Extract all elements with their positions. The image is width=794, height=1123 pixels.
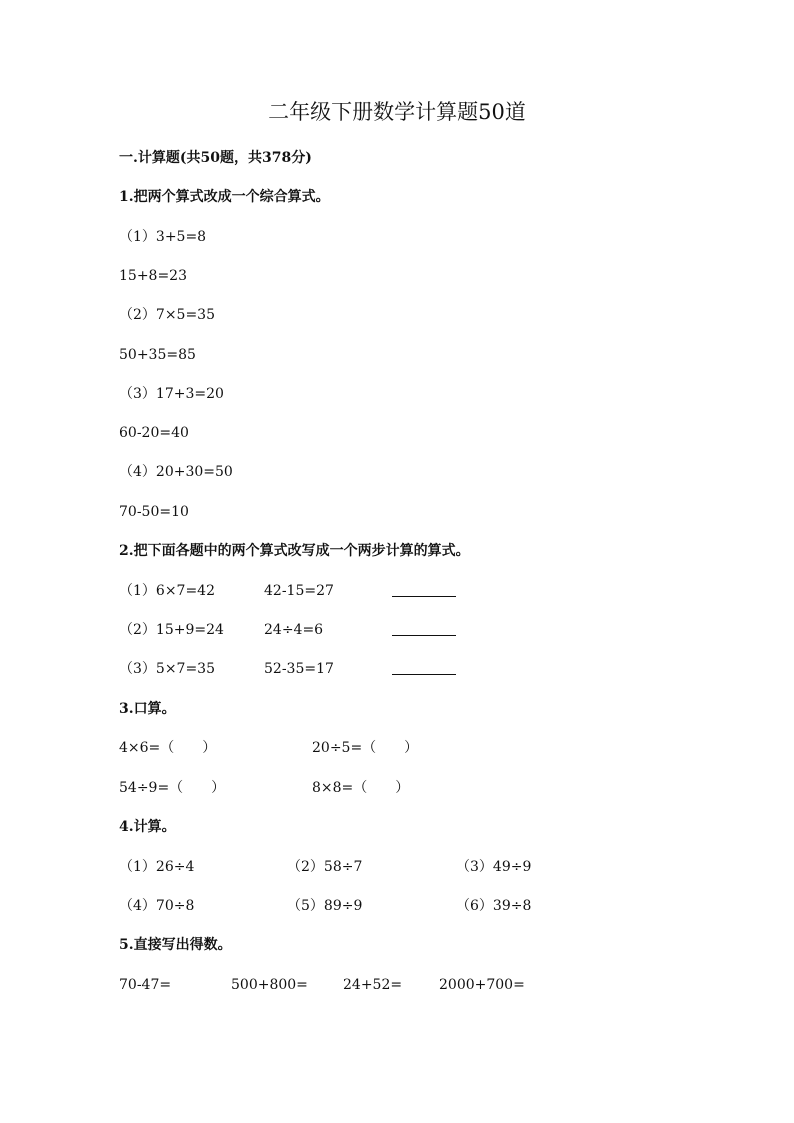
- q2-answer-blank[interactable]: [392, 662, 456, 680]
- q2-expr-b: 24÷4=6: [264, 622, 324, 638]
- q2-expr-a: （2）15+9=24: [119, 622, 224, 638]
- q4-item: （3）49÷9: [456, 859, 532, 875]
- q5-item: 500+800=: [231, 977, 308, 993]
- q1-line: 15+8=23: [119, 268, 187, 284]
- q3-heading: 3.口算。: [119, 701, 176, 717]
- q5-item: 2000+700=: [439, 977, 525, 993]
- q1-heading: 1.把两个算式改成一个综合算式。: [119, 189, 330, 205]
- q1-line: （2）7×5=35: [119, 307, 215, 323]
- q1-line: 60-20=40: [119, 425, 189, 441]
- q4-item: （6）39÷8: [456, 898, 532, 914]
- q2-expr-a: （3）5×7=35: [119, 661, 215, 677]
- q5-item: 70-47=: [119, 977, 172, 993]
- q2-answer-blank[interactable]: [392, 584, 456, 602]
- q4-item: （1）26÷4: [119, 859, 195, 875]
- q5-heading: 5.直接写出得数。: [119, 937, 232, 953]
- q1-line: 50+35=85: [119, 347, 196, 363]
- q2-expr-b: 52-35=17: [264, 661, 334, 677]
- section-heading: 一.计算题(共50题，共378分): [119, 150, 312, 166]
- q2-answer-blank[interactable]: [392, 623, 456, 641]
- q2-expr-a: （1）6×7=42: [119, 583, 215, 599]
- document-title: 二年级下册数学计算题50道: [268, 100, 526, 124]
- q4-item: （5）89÷9: [287, 898, 363, 914]
- q2-heading: 2.把下面各题中的两个算式改写成一个两步计算的算式。: [119, 543, 470, 559]
- q3-item: 20÷5=（ ）: [312, 740, 419, 756]
- q1-line: （1）3+5=8: [119, 229, 207, 245]
- q1-line: （4）20+30=50: [119, 464, 233, 480]
- q1-line: （3）17+3=20: [119, 386, 224, 402]
- q1-line: 70-50=10: [119, 504, 189, 520]
- q4-heading: 4.计算。: [119, 819, 176, 835]
- q4-item: （2）58÷7: [287, 859, 363, 875]
- q3-item: 8×8=（ ）: [312, 780, 410, 796]
- q3-item: 4×6=（ ）: [119, 740, 217, 756]
- q2-expr-b: 42-15=27: [264, 583, 334, 599]
- q3-item: 54÷9=（ ）: [119, 780, 226, 796]
- q5-item: 24+52=: [343, 977, 403, 993]
- q4-item: （4）70÷8: [119, 898, 195, 914]
